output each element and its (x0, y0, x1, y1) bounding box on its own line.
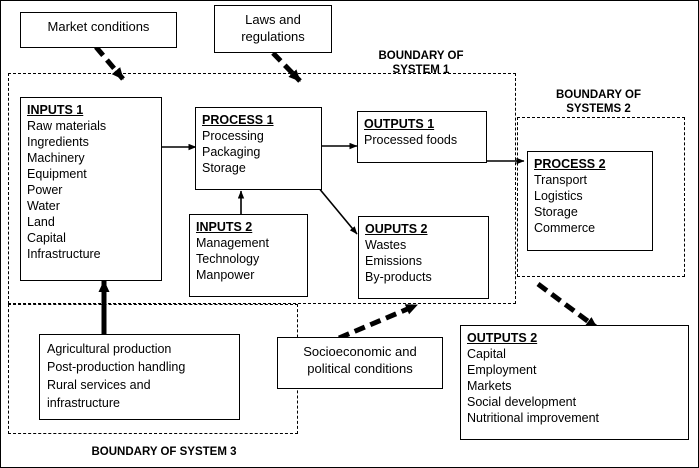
node-outputs-1-title: OUTPUTS 1 (364, 117, 435, 131)
agricultural-line-4: infrastructure (47, 396, 120, 410)
node-inputs-1-item-1: Raw materials (27, 119, 107, 133)
node-inputs-1-item-3: Machinery (27, 151, 85, 165)
boundary-systems-2-label-line1: BOUNDARY OF (556, 89, 641, 101)
node-inputs-1-item-4: Equipment (27, 167, 87, 181)
node-inputs-2-item-3: Manpower (196, 268, 255, 282)
node-process-1-item-2: Packaging (202, 145, 261, 159)
node-inputs-2 (189, 214, 308, 297)
node-inputs-1-item-6: Water (27, 199, 60, 213)
external-box-socioeconomic (277, 337, 443, 389)
node-ouputs-2-wastes-title: OUPUTS 2 (365, 222, 428, 236)
external-box-laws-regulations (214, 5, 332, 53)
laws-regulations-line-1: Laws and (245, 12, 301, 27)
node-inputs-1 (20, 97, 162, 281)
agricultural-line-2: Post-production handling (47, 360, 186, 374)
boundary-system-3-label-line1: BOUNDARY OF SYSTEM 3 (91, 446, 237, 458)
node-process-2-item-1: Transport (534, 173, 588, 187)
node-inputs-1-item-9: Infrastructure (27, 247, 101, 261)
node-process-2-item-2: Logistics (534, 189, 583, 203)
agricultural-line-1: Agricultural production (47, 342, 172, 356)
socioeconomic-line-2: political conditions (307, 361, 413, 376)
node-inputs-2-item-1: Management (196, 236, 269, 250)
node-outputs-2-results-item-3: Markets (467, 379, 512, 393)
node-process-1-item-3: Storage (202, 161, 246, 175)
boundary-system-1-label (361, 49, 481, 77)
node-ouputs-2-wastes (358, 216, 489, 299)
node-inputs-1-item-7: Land (27, 215, 55, 229)
node-process-1-item-1: Processing (202, 129, 264, 143)
node-process-1 (195, 107, 322, 190)
node-outputs-2-results-item-2: Employment (467, 363, 537, 377)
external-box-market-conditions (20, 12, 177, 48)
node-inputs-1-title: INPUTS 1 (27, 103, 84, 117)
node-outputs-1-item-1: Processed foods (364, 133, 458, 147)
node-outputs-2-results-item-1: Capital (467, 347, 506, 361)
node-inputs-2-item-2: Technology (196, 252, 260, 266)
boundary-system-1-label-line1: BOUNDARY OF (378, 50, 464, 62)
node-process-2 (527, 151, 653, 251)
boundary-systems-2-label (526, 88, 671, 116)
node-outputs-1 (357, 111, 487, 163)
node-process-2-title: PROCESS 2 (534, 157, 606, 171)
node-outputs-2-results-item-4: Social development (467, 395, 577, 409)
node-outputs-2-results-item-5: Nutritional improvement (467, 411, 599, 425)
node-ouputs-2-wastes-item-3: By-products (365, 270, 432, 284)
socioeconomic-line-1: Socioeconomic and (303, 344, 417, 359)
node-process-1-title: PROCESS 1 (202, 113, 274, 127)
agricultural-line-3: Rural services and (47, 378, 151, 392)
node-outputs-2-results (460, 325, 689, 440)
node-outputs-2-results-title: OUTPUTS 2 (467, 331, 538, 345)
market-conditions-line-1: Market conditions (47, 19, 150, 34)
node-ouputs-2-wastes-item-2: Emissions (365, 254, 422, 268)
node-inputs-1-item-8: Capital (27, 231, 66, 245)
laws-regulations-line-2: regulations (241, 29, 305, 44)
boundary-systems-2-label-line2: SYSTEMS 2 (566, 103, 631, 115)
boundary-system-3-label (69, 445, 259, 459)
node-inputs-1-item-5: Power (27, 183, 63, 197)
node-process-2-item-3: Storage (534, 205, 578, 219)
node-inputs-2-title: INPUTS 2 (196, 220, 253, 234)
boundary-system-1-label-line2: SYSTEM 1 (392, 64, 450, 76)
node-inputs-1-item-2: Ingredients (27, 135, 89, 149)
node-process-2-item-4: Commerce (534, 221, 596, 235)
external-box-agricultural (39, 334, 240, 420)
node-ouputs-2-wastes-item-1: Wastes (365, 238, 407, 252)
